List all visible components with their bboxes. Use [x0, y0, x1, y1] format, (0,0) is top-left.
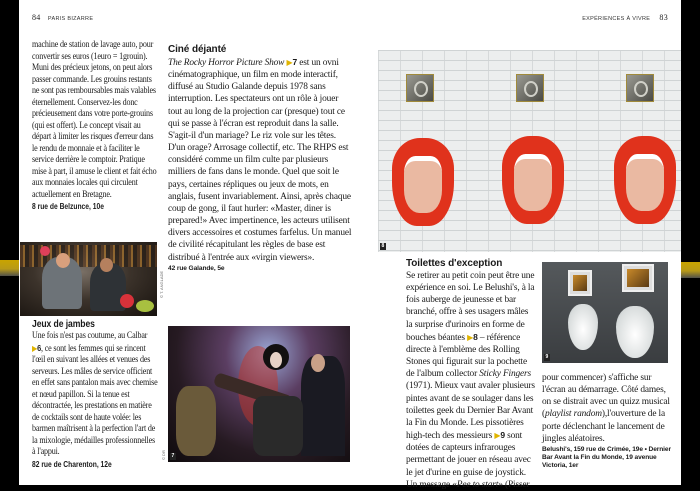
- section-title-left: PARIS BIZARRE: [47, 16, 94, 22]
- marker-icon: ▶: [286, 58, 293, 67]
- text: ),l'ouverture de la porte déclenchant le lancement de jingles aléatoires.: [542, 409, 665, 444]
- photo-number: 9: [545, 354, 549, 360]
- photo-ref: 8: [473, 331, 478, 342]
- text: » (Pisser: [498, 479, 530, 490]
- intro-paragraph: machine de station de lavage auto, pour convertir ses euros (1euro = 1grouin). Muni des précieux jetons, on peut alors passer commande. Les grouins restants ne sont pas remboursables mais valables éternellement. Conservez-les donc précieusement dans votre porte-grouins (qui est offert). Le concept visait au départ à limiter les risques d'erreur dans le rendu de monnaie et à faciliter le service derrière le comptoir. Pratique mise à part, il amuse le client et fait écho aux monnaies locales qui circulent actuellement en Bretagne.: [32, 40, 157, 200]
- photo-ref: 7: [292, 57, 298, 67]
- text: Une fois n'est pas coutume, au Calbar: [32, 331, 148, 341]
- address: Belushi's, 159 rue de Crimée, 19e • Dernier Bar Avant la Fin du Monde, 19 avenue Victoria, 1er: [542, 445, 671, 469]
- column-3: [406, 258, 536, 491]
- book-spread: [19, 0, 681, 490]
- photo-credit: © T. ANGLADE: [159, 270, 164, 298]
- photo-lips-urinals: [378, 50, 681, 252]
- page-number-right: 83: [659, 13, 668, 22]
- address: 8 rue de Belzunce, 10e: [32, 202, 104, 211]
- photo-number: 8: [381, 243, 385, 249]
- section-title-right: EXPÉRIENCES À VIVRE: [582, 16, 651, 22]
- text: pour commencer) s'affiche sur l'écran au démarrage. Côté dames, on se distrait avec un quizz musical (: [542, 373, 670, 420]
- column-1-bottom: [32, 319, 158, 469]
- marker-icon: ▶: [467, 332, 474, 342]
- address: 42 rue Galande, 5e: [168, 264, 225, 272]
- running-head-left: [32, 13, 93, 22]
- film-title: The Rocky Horror Picture Show: [168, 58, 285, 68]
- section-heading: Ciné déjanté: [168, 44, 227, 55]
- page-number-left: 84: [32, 13, 41, 22]
- column-2: [168, 44, 352, 273]
- chapter-tab-left: [0, 260, 19, 276]
- photo-hightech-urinals: [542, 262, 668, 363]
- paragraph: [542, 372, 672, 445]
- paragraph: [406, 270, 536, 491]
- photo-credit: © DR: [161, 450, 166, 460]
- photo-rocky-horror: [168, 326, 350, 462]
- text: (1971). Mieux vaut avaler plusieurs pintes avant de se soulager dans les toilettes geek du Dernier Bar Avant la Fin du Monde. Les pissotières high-tech des messieurs: [406, 381, 535, 442]
- text: , ce sont les femmes qui se rincent l'œil en suivant les allées et venues des serveurs. Les mâles de service officient en effet sans pantalon mais avec chemise et nœud papillon. Si la tenue est décontractée, les prestations en matière de cocktails sont de haute volée: les barmen maîtrisent à la perfection l'art de la mixologie, médailles professionnelles à l'appui.: [32, 343, 158, 457]
- section-heading: Jeux de jambes: [32, 319, 95, 330]
- photo-ref: 6: [37, 342, 42, 353]
- text: sont dotées de capteurs infrarouges permettant de jouer en réseau avec le jet d'urine en guise de joystick. Un message «: [406, 431, 531, 490]
- chapter-tab-right: [681, 262, 700, 278]
- photo-barmen: [20, 242, 157, 316]
- marker-icon: ▶: [32, 343, 38, 353]
- running-head-right: [582, 13, 668, 22]
- text: Se retirer au petit coin peut être une expérience en soi. Le Belushi's, à la fois auberge de jeunesse et bar branché, offre à ses usagers mâles la surprise d'urinoirs en forme de bouches béantes: [406, 271, 535, 343]
- quote: Pee to start: [456, 479, 499, 490]
- column-1-top: [32, 40, 158, 211]
- section-heading: Toilettes d'exception: [406, 258, 503, 269]
- paragraph: [168, 56, 352, 264]
- photo-number: 7: [171, 453, 175, 459]
- marker-icon: ▶: [494, 431, 501, 441]
- address: 82 rue de Charenton, 12e: [32, 459, 112, 469]
- italic-term: playlist random: [544, 409, 602, 420]
- paragraph: [32, 331, 158, 459]
- text: est un ovni cinématographique, un film en mode interactif, diffusé au Studio Galande depuis 1978 sans interruption. Les spectateurs ont un rôle à jouer tout au long de la projection car (presque) tout ce qui se passe à l'écran est reproduit dans la salle. S'agit-il d'un mariage? Le riz vole sur les têtes. D'un orage? Arrosage collectif, etc. The RHPS est considéré comme un film culte par plusieurs milliers de fans dans le monde. Quel que soit le pays, certaines répliques ou jeux de mots, en anglais, fusent invariablement. Ainsi, après chaque coup de gong, il faut hurler: «Master, diner is prepared!» Avec impertinence, les acteurs utilisent divers accessoires et costumes farfelus. Un manuel de civilité récapitulant les règles de base est distribué à l'entrée aux «virgin viewers».: [168, 58, 352, 263]
- photo-ref: 9: [500, 430, 505, 441]
- column-4: [542, 372, 672, 470]
- text: – référence directe à l'emblème des Rolling Stones qui figurait sur la pochette de l'album collector: [406, 332, 528, 380]
- album-title: Sticky Fingers: [479, 369, 532, 380]
